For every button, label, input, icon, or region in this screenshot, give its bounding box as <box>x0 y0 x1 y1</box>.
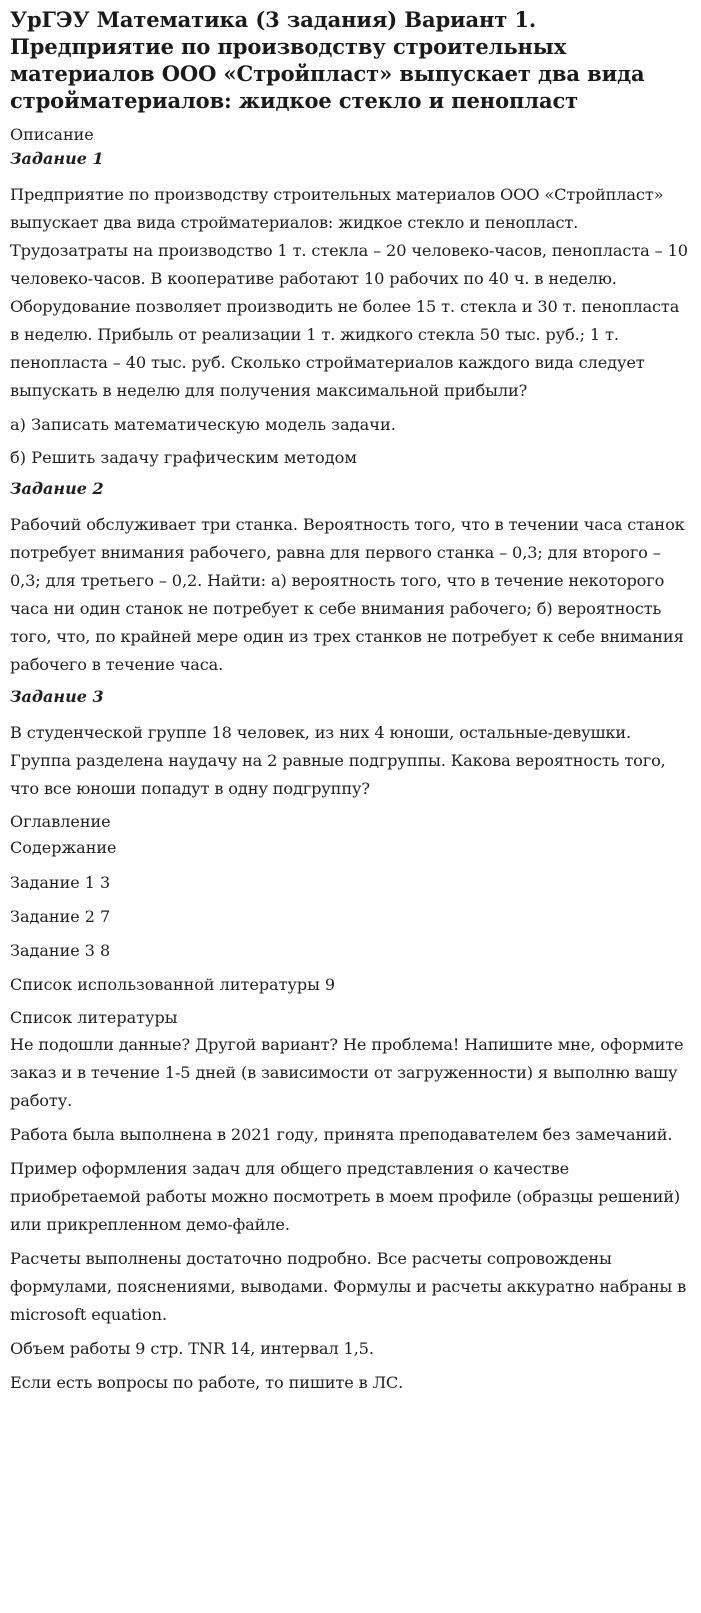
toc-item: Задание 3 8 <box>10 941 111 960</box>
page-title: УрГЭУ Математика (3 задания) Вариант 1. Предприятие по производству строительных материалов ООО «Стройпласт» выпускает два вида стройматериалов: жидкое стекло и пенопласт <box>10 7 645 113</box>
toc-label: Оглавление <box>10 812 111 831</box>
note-paragraph: Не подошли данные? Другой вариант? Не проблема! Напишите мне, оформите заказ и в течение 1-5 дней (в зависимости от загруженности) я выполню вашу работу. <box>10 1035 684 1110</box>
task1-text: Предприятие по производству строительных материалов ООО «Стройпласт» выпускает два вида стройматериалов: жидкое стекло и пенопласт. Трудозатраты на производство 1 т. стекла – 20 человеко-часов, пенопласта – 10 человеко-часов. В кооперативе работают 10 рабочих по 40 ч. в неделю. Оборудование позволяет производить не более 15 т. стекла и 30 т. пенопласта в неделю. Прибыль от реализации 1 т. жидкого стекла 50 тыс. руб.; 1 т. пенопласта – 40 тыс. руб. Сколько стройматериалов каждого вида следует выпускать в неделю для получения максимальной прибыли? <box>10 185 688 400</box>
note-paragraph: Пример оформления задач для общего представления о качестве приобретаемой работы можно посмотреть в моем профиле (образцы решений) или прикрепленном демо-файле. <box>10 1159 681 1234</box>
task2-text: Рабочий обслуживает три станка. Вероятность того, что в течении часа станок потребует внимания рабочего, равна для первого станка – 0,3; для второго – 0,3; для третьего – 0,2. Найти: а) вероятность того, что в течение некоторого часа ни один станок не потребует к себе внимания рабочего; б) вероятность того, что, по крайней мере один из трех станков не потребует к себе внимания рабочего в течение часа. <box>10 515 685 674</box>
note-paragraph: Работа была выполнена в 2021 году, принята преподавателем без замечаний. <box>10 1125 673 1144</box>
contents-title: Содержание <box>10 838 117 857</box>
toc-item: Задание 2 7 <box>10 907 111 926</box>
note-paragraph: Расчеты выполнены достаточно подробно. Все расчеты сопровождены формулами, пояснениями, выводами. Формулы и расчеты аккуратно набраны в microsoft equation. <box>10 1249 687 1324</box>
task2-heading: Задание 2 <box>10 479 104 498</box>
note-paragraph: Объем работы 9 стр. TNR 14, интервал 1,5. <box>10 1339 374 1358</box>
note-paragraph: Если есть вопросы по работе, то пишите в ЛС. <box>10 1373 404 1392</box>
task1-item-a: а) Записать математическую модель задачи. <box>10 415 396 434</box>
task1-heading: Задание 1 <box>10 149 104 168</box>
description-label: Описание <box>10 125 94 144</box>
task3-text: В студенческой группе 18 человек, из них 4 юноши, остальные-девушки. Группа разделена наудачу на 2 равные подгруппы. Какова вероятность того, что все юноши попадут в одну подгруппу? <box>10 723 666 798</box>
references-label: Список литературы <box>10 1008 178 1027</box>
task3-heading: Задание 3 <box>10 687 104 706</box>
toc-item: Задание 1 3 <box>10 873 111 892</box>
toc-item: Список использованной литературы 9 <box>10 975 336 994</box>
task1-item-b: б) Решить задачу графическим методом <box>10 448 358 467</box>
